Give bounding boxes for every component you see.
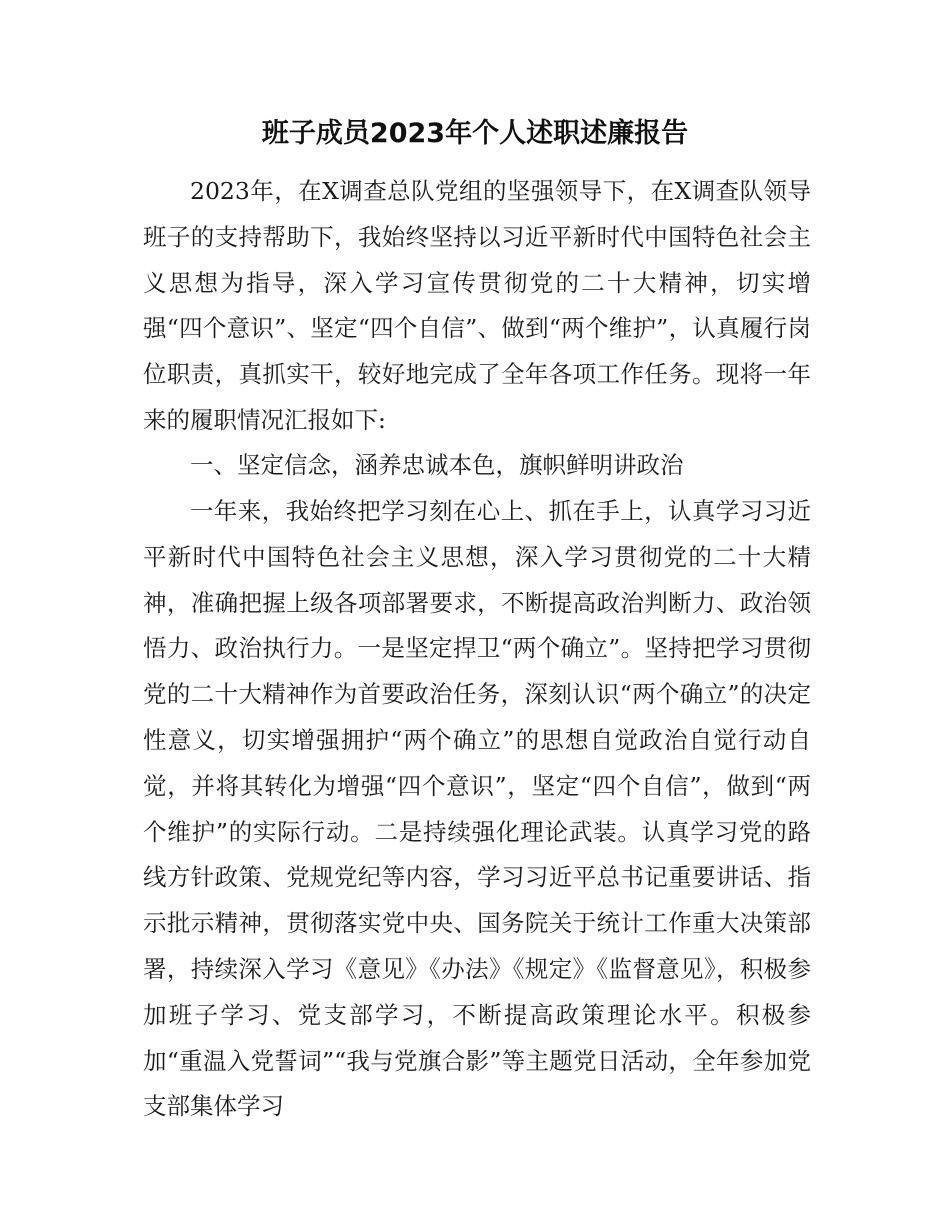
intro-paragraph-block [143,169,811,444]
section-1-paragraph: 一年来，我始终把学习刻在心上、抓在手上，认真学习习近平新时代中国特色社会主义思想，深入学习贯彻党的二十大精神，准确把握上级各项部署要求，不断提高政治判断力、政治领悟力、政治执行力。一是坚定捍卫“两个确立”。坚持把学习贯彻党的二十大精神作为首要政治任务，深刻认识“两个确立”的决定性意义，切实增强拥护“两个确立”的思想自觉政治自觉行动自觉，并将其转化为增强“四个意识”，坚定“四个自信”，做到“两个维护”的实际行动。二是持续强化理论武装。认真学习党的路线方针政策、党规党纪等内容，学习习近平总书记重要讲话、指示批示精神，贯彻落实党中央、国务院关于统计工作重大决策部署，持续深入学习《意见》《办法》《规定》《监督意见》，积极参加班子学习、党支部学习，不断提高政策理论水平。积极参加“重温入党誓词”“我与党旗合影”等主题党日活动，全年参加党支部集体学习 [143,497,811,1121]
document-title: 班子成员2023年个人述职述廉报告 [261,118,689,149]
section-body-block [143,489,811,1130]
section-heading-block [143,443,811,489]
intro-paragraph: 2023年，在X调查总队党组的坚强领导下，在X调查队领导班子的支持帮助下，我始终坚持以习近平新时代中国特色社会主义思想为指导，深入学习宣传贯彻党的二十大精神，切实增强“四个意识”、坚定“四个自信”、做到“两个维护”，认真履行岗位职责，真抓实干，较好地完成了全年各项工作任务。现将一年来的履职情况汇报如下: [143,177,811,434]
section-heading-1: 一、坚定信念，涵养忠诚本色，旗帜鲜明讲政治 [190,451,684,479]
